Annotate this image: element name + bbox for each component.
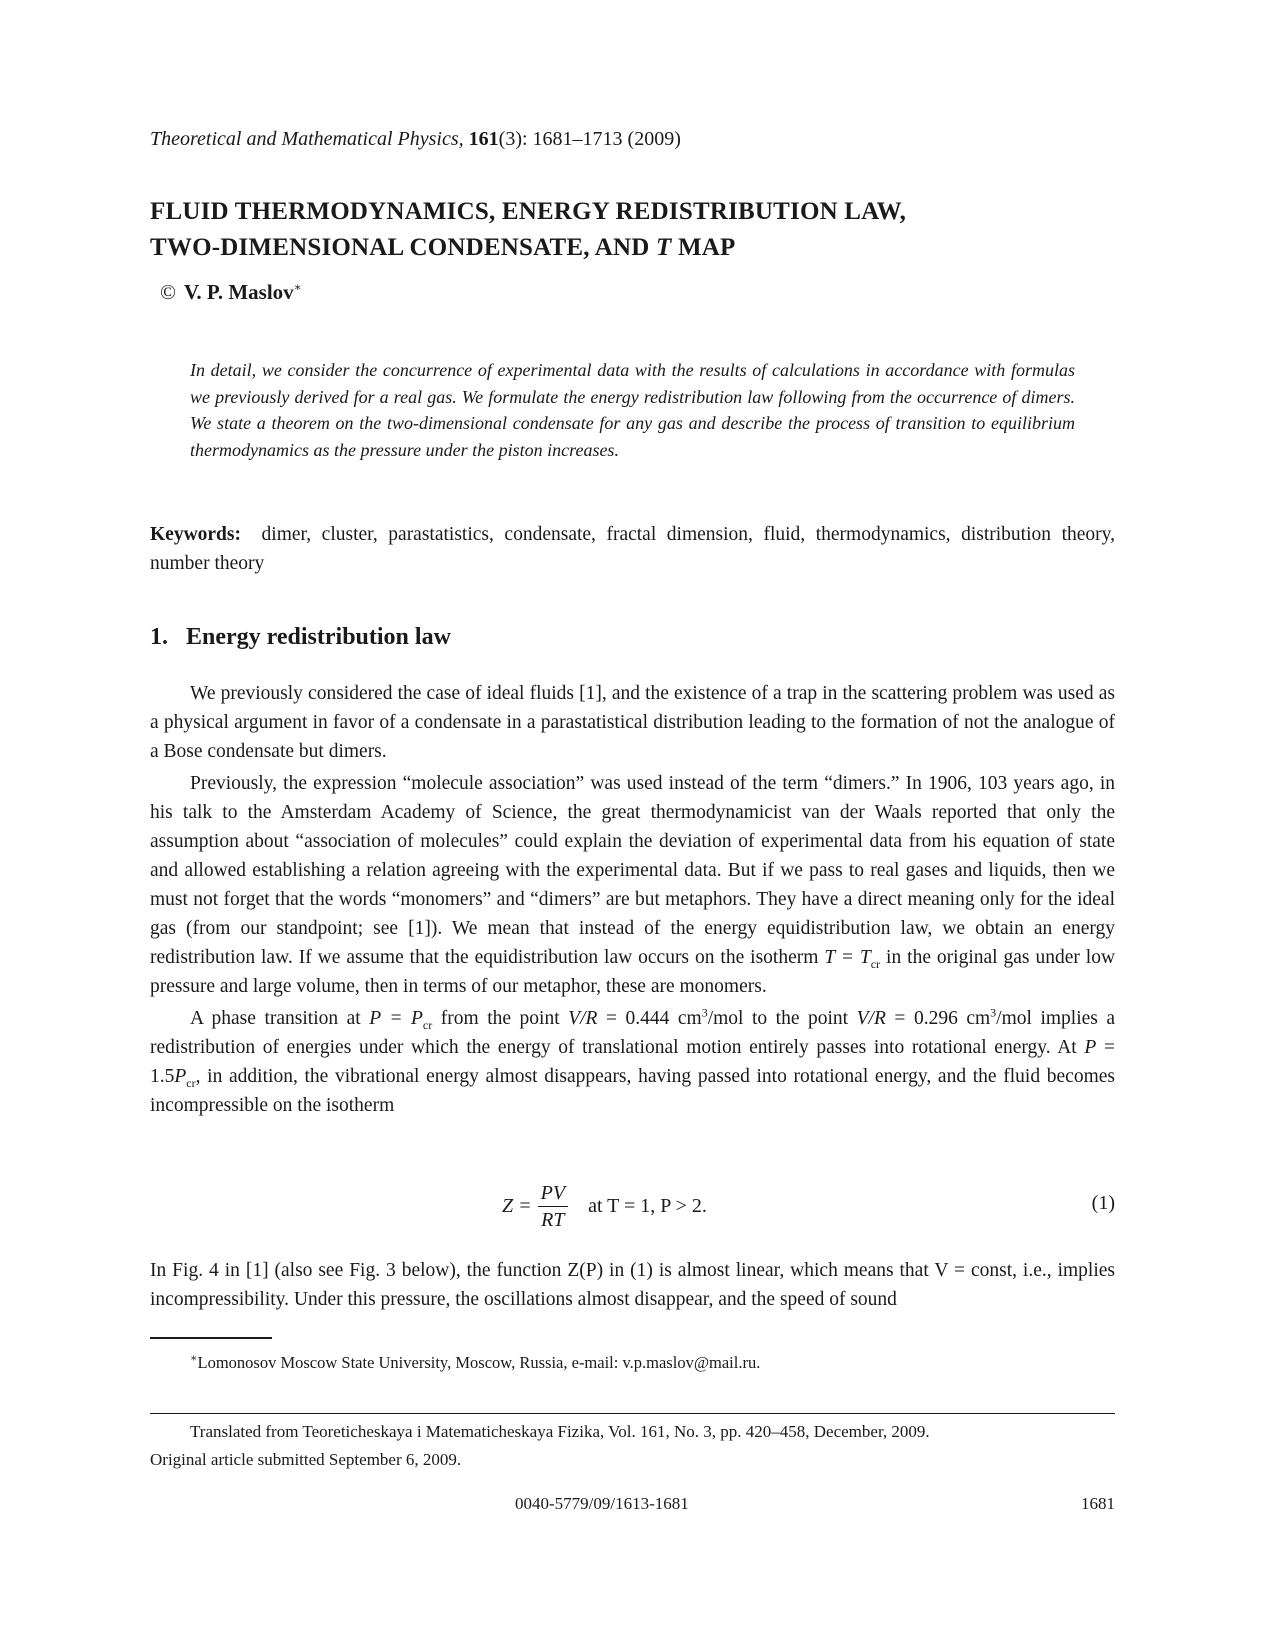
fraction-numerator: PV xyxy=(538,1180,568,1207)
copyright-icon: © xyxy=(160,280,176,304)
paper-title xyxy=(150,194,906,266)
paragraph-after-equation: In Fig. 4 in [1] (also see Fig. 3 below), the function Z(P) in (1) is almost linear, which means that V = const, i.e., implies incompressibility. Under this pressure, the oscillations almost disappear, and the speed of sound xyxy=(150,1260,1115,1310)
equation-fraction xyxy=(538,1180,568,1233)
author-footnote-mark: ∗ xyxy=(293,280,302,294)
section-title: Energy redistribution law xyxy=(186,624,451,650)
issn: 0040-5779/09/1613-1681 xyxy=(515,1494,689,1513)
title-line-1: FLUID THERMODYNAMICS, ENERGY REDISTRIBUTION LAW, xyxy=(150,198,907,225)
abstract: In detail, we consider the concurrence of experimental data with the results of calculations in accordance with formulas we previously derived for a real gas. We formulate the energy redistribution law following from the occurrence of dimers. We state a theorem on the two-dimensional condensate for any gas and describe the process of transition to equilibrium thermodynamics as the pressure under the piston increases. xyxy=(190,360,1075,460)
journal-issue: (3): 1681–1713 (2009) xyxy=(498,128,681,150)
paragraph-1: We previously considered the case of ideal fluids [1], and the existence of a trap in the scattering problem was used as a physical argument in favor of a condensate in a parastatistical distribution leading to the formation of not the analogue of a Bose condensate but dimers. xyxy=(150,683,1115,762)
translation-line-1: Translated from Teoreticheskaya i Matematicheskaya Fizika, Vol. 161, No. 3, pp. 420–458, December, 2009. xyxy=(190,1422,930,1441)
body-text xyxy=(150,679,1115,1123)
title-line-2: TWO-DIMENSIONAL CONDENSATE, AND T MAP xyxy=(150,234,736,261)
footnote xyxy=(190,1353,760,1373)
footnote-text: Lomonosov Moscow State University, Moscow, Russia, e-mail: v.p.maslov@mail.ru. xyxy=(197,1353,761,1372)
journal-name: Theoretical and Mathematical Physics, xyxy=(150,128,464,150)
footnote-rule xyxy=(150,1337,272,1339)
author-line xyxy=(160,280,302,305)
page-number: 1681 xyxy=(1081,1494,1115,1513)
author-name: V. P. Maslov xyxy=(183,280,294,304)
keywords-text: dimer, cluster, parastatistics, condensate, fractal dimension, fluid, thermodynamics, distribution theory, number theory xyxy=(150,524,1115,574)
keywords xyxy=(150,520,1115,578)
section-heading xyxy=(150,624,451,651)
paragraph-3: A phase transition at $P = P_{cr}$ from the point V/R = 0.444 $cm^3$/mol to the point V/R = 0.296 $cm^3$/mol implies a redistribution of energies under which the energy of translational motion entirely passes into rotational energy. At $P = 1.5P_{cr}$, in addition, the vibrational energy almost disappears, having passed into rotational energy, and the fluid becomes incompressible on the isotherm xyxy=(150,1005,1116,1116)
paragraph-2: Previously, the expression “molecule association” was used instead of the term “dimers.” In 1906, 103 years ago, in his talk to the Amsterdam Academy of Science, the great thermodynamicist van der Waals reported that only the assumption about “association of molecules” could explain the deviation of experimental data from his equation of state and allowed establishing a relation agreeing with the experimental data. But if we pass to real gases and liquids, then we must not forget that the words “monomers” and “dimers” are but metaphors. They have a direct meaning only for the ideal gas (from our standpoint; see [1]). We mean that instead of the energy equidistribution law, we obtain an energy redistribution law. If we assume that the equidistribution law occurs on the isotherm $T = T_{cr}$ in the original gas under low pressure and large volume, then in terms of our metaphor, these are monomers. xyxy=(150,773,1116,997)
keywords-label: Keywords: xyxy=(150,524,241,545)
translation-note xyxy=(150,1418,1115,1474)
equation-body xyxy=(502,1176,707,1236)
translation-rule xyxy=(150,1413,1115,1414)
journal-volume: 161 xyxy=(468,128,499,150)
equation-number: (1) xyxy=(1091,1192,1115,1214)
journal-header xyxy=(150,128,681,151)
equation-1 xyxy=(150,1176,1115,1236)
translation-line-2: Original article submitted September 6, 2009. xyxy=(150,1450,462,1469)
fraction-denominator: RT xyxy=(541,1208,565,1231)
equation-lhs: Z = xyxy=(502,1194,532,1217)
footnote-mark: ∗ xyxy=(190,1352,198,1365)
equation-condition: at T = 1, P > 2. xyxy=(588,1194,707,1217)
section-number: 1. xyxy=(150,624,168,650)
